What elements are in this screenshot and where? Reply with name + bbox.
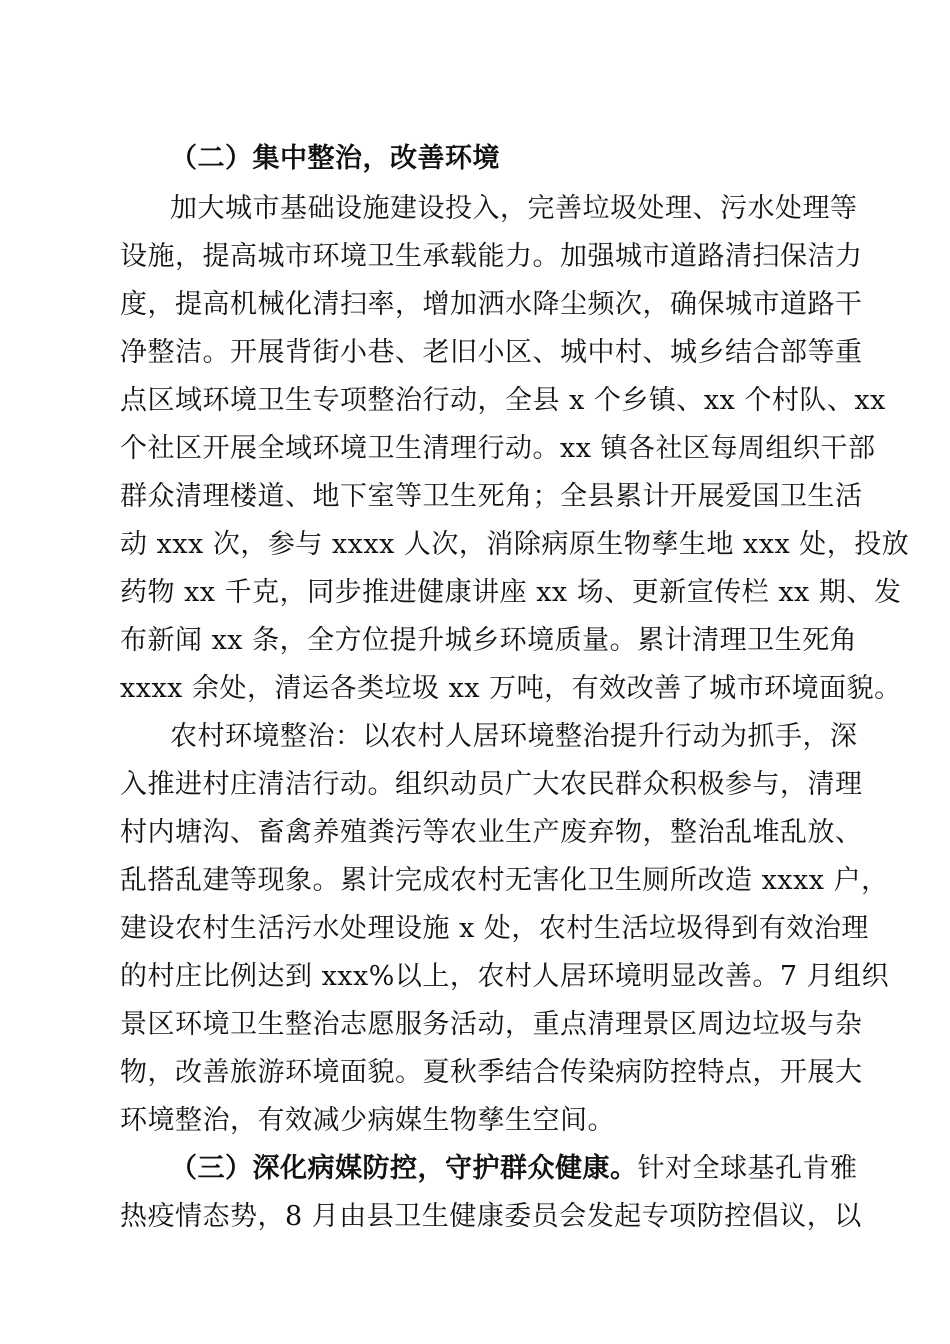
paragraph-line: 物，改善旅游环境面貌。夏秋季结合传染病防控特点，开展大 [120, 1057, 863, 1088]
paragraph-line: 建设农村生活污水处理设施 x 处，农村生活垃圾得到有效治理 [120, 913, 869, 944]
section-heading-3: （三）深化病媒防控，守护群众健康。 [170, 1153, 638, 1184]
paragraph-line: 净整洁。开展背街小巷、老旧小区、城中村、城乡结合部等重 [120, 337, 863, 368]
paragraph-line: 的村庄比例达到 xxx%以上，农村人居环境明显改善。7 月组织 [120, 961, 890, 992]
paragraph-line: 入推进村庄清洁行动。组织动员广大农民群众积极参与，清理 [120, 769, 863, 800]
paragraph-line: 动 xxx 次，参与 xxxx 人次，消除病原生物孳生地 xxx 处，投放 [120, 529, 910, 560]
paragraph-line: 景区环境卫生整治志愿服务活动，重点清理景区周边垃圾与杂 [120, 1009, 863, 1040]
section-heading-2: （二）集中整治，改善环境 [170, 143, 500, 174]
paragraph-line: 热疫情态势，8 月由县卫生健康委员会发起专项防控倡议，以 [120, 1201, 862, 1232]
paragraph-line: 加大城市基础设施建设投入，完善垃圾处理、污水处理等 [170, 193, 858, 224]
paragraph-line: 度，提高机械化清扫率，增加洒水降尘频次，确保城市道路干 [120, 289, 863, 320]
paragraph-line: 村内塘沟、畜禽养殖粪污等农业生产废弃物，整治乱堆乱放、 [120, 817, 863, 848]
paragraph-line: 个社区开展全域环境卫生清理行动。xx 镇各社区每周组织干部 [120, 433, 876, 464]
section-heading-3-line [170, 1149, 858, 1189]
paragraph-line: 群众清理楼道、地下室等卫生死角；全县累计开展爱国卫生活 [120, 481, 863, 512]
paragraph-line: 乱搭乱建等现象。累计完成农村无害化卫生厕所改造 xxxx 户， [120, 865, 889, 896]
paragraph-line: 药物 xx 千克，同步推进健康讲座 xx 场、更新宣传栏 xx 期、发 [120, 577, 902, 608]
paragraph-line: 农村环境整治：以农村人居环境整治提升行动为抓手，深 [170, 721, 858, 752]
paragraph-line: 点区域环境卫生专项整治行动，全县 x 个乡镇、xx 个村队、xx [120, 385, 886, 416]
paragraph-line: 设施，提高城市环境卫生承载能力。加强城市道路清扫保洁力 [120, 241, 863, 272]
paragraph-text: 针对全球基孔肯雅 [637, 1153, 858, 1184]
paragraph-line: xxxx 余处，清运各类垃圾 xx 万吨，有效改善了城市环境面貌。 [120, 673, 902, 704]
paragraph-line: 环境整治，有效减少病媒生物孳生空间。 [120, 1105, 615, 1136]
paragraph-line: 布新闻 xx 条，全方位提升城乡环境质量。累计清理卫生死角 [120, 625, 858, 656]
